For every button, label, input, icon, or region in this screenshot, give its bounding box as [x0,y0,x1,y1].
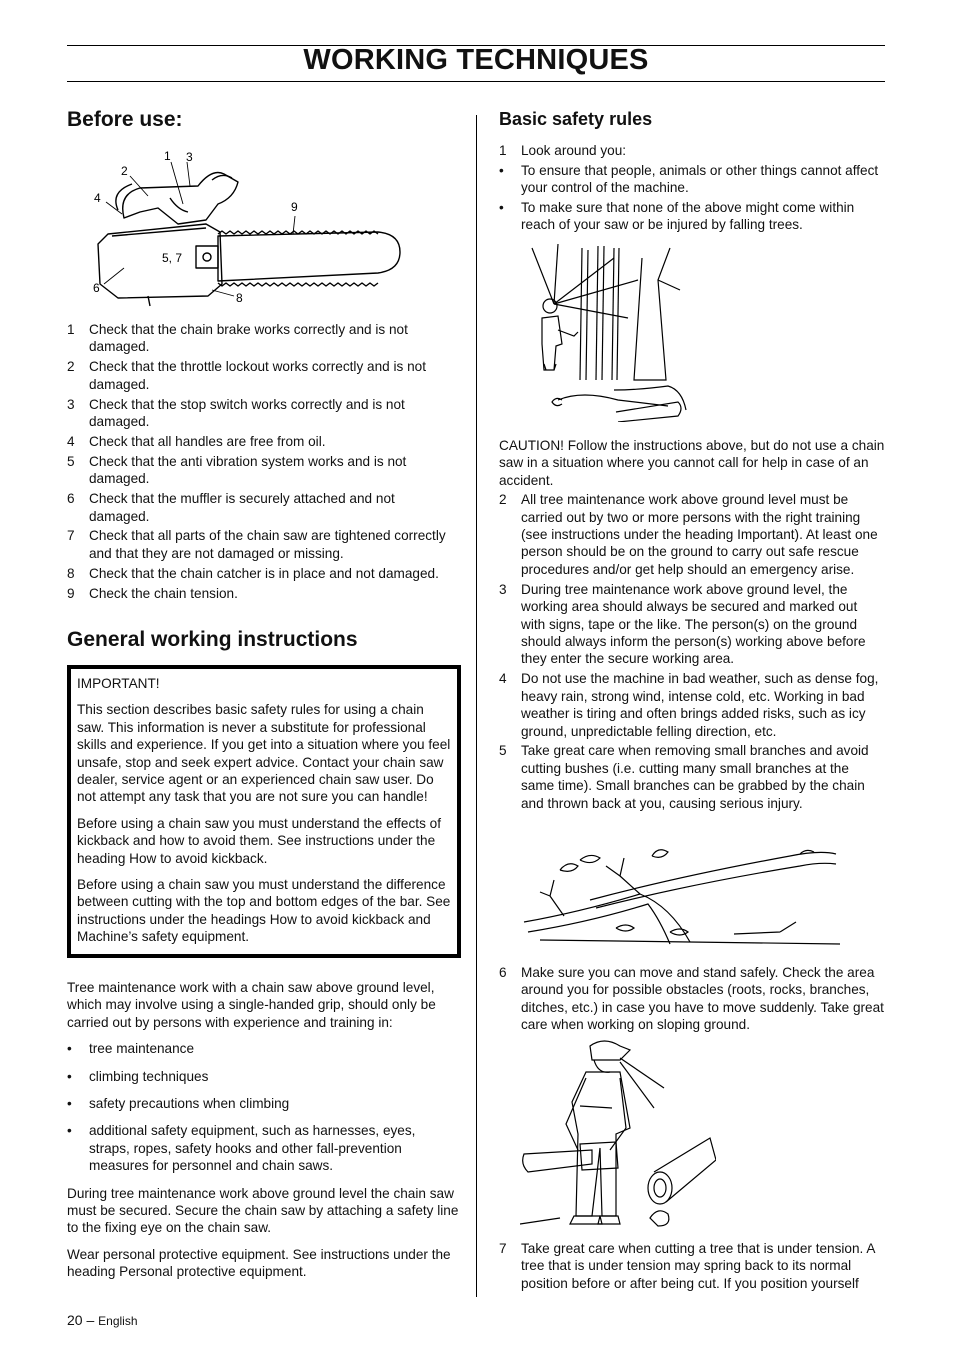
figure-label: 5, 7 [162,251,183,265]
page-number: 20 – [67,1312,95,1328]
look-around-illustration [518,240,690,422]
list-item: 4 Do not use the machine in bad weather, such as dense fog, heavy rain, strong wind, intense cold, etc. Working in bad weather is tiring and often brings added risks, such as icy ground, unpredictable felling direction, etc. [499,671,879,739]
chainsaw-parts-illustration [88,146,408,310]
figure-label: 8 [236,291,243,305]
list-item: 4 Check that all handles are free from oil. [67,433,326,449]
stand-safely-illustration [520,1038,716,1230]
list-item: 1 Check that the chain brake works correctly and is not damaged. [67,322,408,355]
figure-label: 1 [164,149,171,163]
intro-paragraph: Tree maintenance work with a chain saw above ground level, which may involve using a single-handed grip, should only be carried out by persons with experience and training in: [67,980,436,1030]
branches-illustration [520,836,842,950]
paragraph: During tree maintenance work above ground level the chain saw must be secured. Secure the chain saw by attaching a safety line to the fixing eye on the chain saw. [67,1185,459,1236]
item-7 [499,1240,885,1295]
list-item: 3 Check that the stop switch works correctly and is not damaged. [67,396,405,430]
before-use-list [67,321,457,605]
list-item: • To make sure that none of the above might come within reach of your saw or be injured by falling trees. [499,199,855,233]
basic-safety-rules-heading: Basic safety rules [499,109,653,129]
list-item: • additional safety equipment, such as harnesses, eyes, straps, ropes, safety hooks and other fall-prevention measures for personnel and chain saws. [67,1123,416,1174]
list-item: 7 Check that all parts of the chain saw are tightened correctly and that they are not damaged or missing. [67,528,446,561]
list-item: 6 Check that the muffler is securely attached and not damaged. [67,491,395,524]
rear-handle [123,173,238,225]
page-title: WORKING TECHNIQUES [303,44,649,76]
figure-label: 3 [186,150,193,164]
figure-label: 4 [94,191,101,205]
header-bottom-rule [67,81,885,82]
list-item: • safety precautions when climbing [67,1096,290,1112]
basic-rules-body [499,437,885,815]
figure-label: 9 [291,200,298,214]
figure-label: 2 [121,164,128,178]
list-item: 2 All tree maintenance work above ground level must be carried out by two or more persons with the right training (see instructions under the heading Important). At least one person should be on the ground to carry out safe rescue procedures and/or get help should an emergency arise. [499,492,878,577]
item-6 [499,964,885,1036]
before-use-heading: Before use: [67,108,183,131]
important-paragraph: This section describes basic safety rules for using a chain saw. This information is never a substitute for professional skills and experience. If you get into a situation where you feel unsafe, stop and seek expert advice. Contact your chain saw dealer, service agent or an experienced chain saw user. Do not attempt any task that you are not sure you can handle! [77,702,451,805]
list-item: 9 Check the chain tension. [67,585,238,601]
caution-paragraph: CAUTION! Follow the instructions above, but do not use a chain saw in a situation where you cannot call for help in case of an accident. [499,438,885,488]
list-item: 1 Look around you: [499,143,627,158]
important-label: IMPORTANT! [77,676,160,691]
basic-rules-intro [499,142,885,236]
list-item: • tree maintenance [67,1041,195,1057]
guide-bar [218,232,400,281]
page-footer [67,1312,138,1328]
list-item: 2 Check that the throttle lockout works correctly and is not damaged. [67,359,426,392]
list-item: 7 Take great care when cutting a tree that is under tension. A tree that is under tension may spring back to its normal position before or after being cut. If you position yourself [499,1241,875,1291]
important-paragraph: Before using a chain saw you must understand the effects of kickback and how to avoid them. See instructions under the heading How to avoid kickback. [77,815,441,866]
language-label: English [98,1314,138,1328]
list-item: • climbing techniques [67,1068,209,1084]
general-body [67,979,459,1290]
list-item: 5 Take great care when removing small branches and avoid cutting bushes (i.e. cutting many small branches at the same time). Small branches can be grabbed by the chain and thrown back at you, causing serious injury. [499,743,869,811]
column-divider [476,115,477,1297]
important-paragraph: Before using a chain saw you must understand the difference between cutting with the top and bottom edges of the bar. See instructions under the headings How to avoid kickback and Machine’s safety equipment. [77,877,451,945]
important-notice-box [67,665,461,958]
general-instructions-heading: General working instructions [67,628,358,651]
paragraph: Wear personal protective equipment. See instructions under the heading Personal protective equipment. [67,1246,451,1280]
list-item: 8 Check that the chain catcher is in place and not damaged. [67,565,439,581]
list-item: 3 During tree maintenance work above ground level, the working area should always be secured and marked out with signs, tape or the like. The person(s) on the ground should always inform the person(s) working above before they enter the secure working area. [499,581,866,667]
list-item: 5 Check that the anti vibration system works and is not damaged. [67,453,407,487]
list-item: • To ensure that people, animals or other things cannot affect your control of the machine. [499,162,879,196]
list-item: 6 Make sure you can move and stand safely. Check the area around you for possible obstacles (roots, rocks, branches, ditches, etc.) in case you have to move suddenly. Take great care when working on sloping ground. [499,965,884,1033]
figure-label: 6 [93,281,100,295]
